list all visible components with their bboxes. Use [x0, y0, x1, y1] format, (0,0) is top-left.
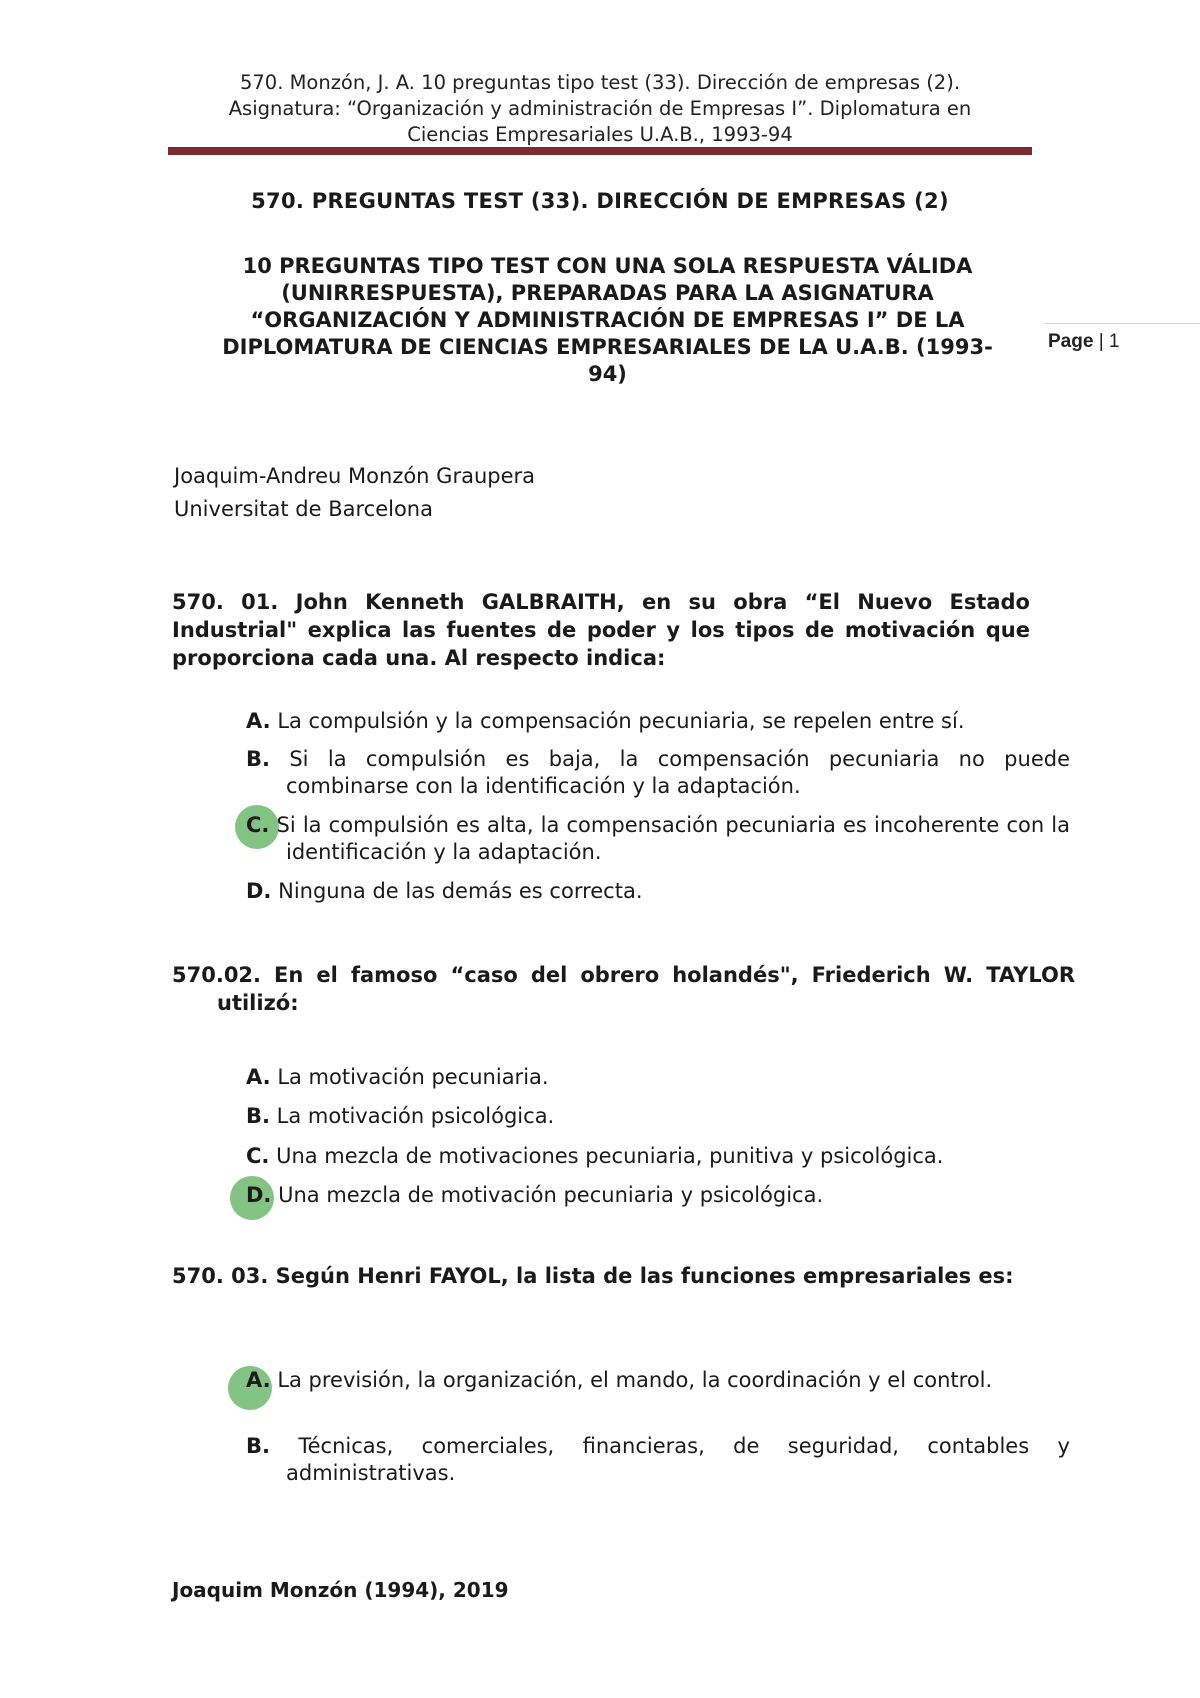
- author-affiliation: Universitat de Barcelona: [174, 497, 433, 521]
- header-line-1: 570. Monzón, J. A. 10 preguntas tipo test (33). Dirección de empresas (2).: [239, 71, 961, 94]
- document-subtitle: 10 PREGUNTAS TIPO TEST CON UNA SOLA RESPUESTA VÁLIDA (UNIRRESPUESTA), PREPARADAS PARA LA ASIGNATURA “ORGANIZACIÓN Y ADMINISTRACIÓN DE EMPRESAS I” DE LA DIPLOMATURA DE CIENCIAS EMPRESARIALES DE LA U.A.B. (1993-94): [222, 254, 993, 386]
- question-3: 570. 03. Según Henri FAYOL, la lista de las funciones empresariales es:: [172, 1264, 1014, 1288]
- option-text: La previsión, la organización, el mando, la coordinación y el control.: [277, 1368, 993, 1392]
- page-number-value: 1: [1108, 331, 1120, 352]
- option-q2-c: [246, 1143, 1070, 1170]
- header-rule: [168, 147, 1032, 155]
- option-letter: C.: [246, 813, 270, 837]
- author-name: Joaquim-Andreu Monzón Graupera: [174, 464, 536, 488]
- option-text: Una mezcla de motivaciones pecuniaria, punitiva y psicológica.: [276, 1144, 944, 1168]
- option-text: Una mezcla de motivación pecuniaria y psicológica.: [278, 1183, 824, 1207]
- option-q2-a: [246, 1064, 1070, 1091]
- option-letter: B.: [246, 1104, 270, 1128]
- option-letter: B.: [246, 1434, 270, 1458]
- header-line-2: Asignatura: “Organización y administración de Empresas I”. Diplomatura en: [228, 97, 972, 120]
- document-title: 570. PREGUNTAS TEST (33). DIRECCIÓN DE EMPRESAS (2): [251, 189, 949, 213]
- page-number: [1048, 331, 1120, 353]
- option-q1-d: [246, 878, 1070, 905]
- page-word: Page: [1048, 331, 1094, 352]
- page-footer: Joaquim Monzón (1994), 2019: [172, 1578, 509, 1602]
- option-q1-b: [246, 746, 1070, 800]
- header-line-3: Ciencias Empresariales U.A.B., 1993-94: [407, 123, 793, 146]
- author-block: [174, 460, 535, 526]
- option-text: La motivación pecuniaria.: [277, 1065, 549, 1089]
- running-header: [168, 70, 1032, 148]
- option-letter: A.: [246, 1368, 271, 1392]
- option-letter: A.: [246, 1065, 271, 1089]
- option-letter: D.: [246, 879, 272, 903]
- option-text: Ninguna de las demás es correcta.: [278, 879, 643, 903]
- option-text: La motivación psicológica.: [276, 1104, 555, 1128]
- option-q2-b: [246, 1103, 1070, 1130]
- page-separator: |: [1098, 331, 1104, 352]
- page-number-rule: [1044, 323, 1200, 324]
- question-2: 570.02. En el famoso “caso del obrero holandés", Friederich W. TAYLOR utilizó:: [172, 963, 1075, 1015]
- option-text: Técnicas, comerciales, financieras, de seguridad, contables y administrativas.: [286, 1434, 1070, 1485]
- option-q2-d: [246, 1182, 1070, 1209]
- option-text: Si la compulsión es alta, la compensación pecuniaria es incoherente con la identificación y la adaptación.: [276, 813, 1070, 864]
- option-q1-a: [246, 708, 1070, 735]
- option-letter: B.: [246, 747, 270, 771]
- option-q1-c: [246, 812, 1070, 866]
- option-q3-b: [246, 1433, 1070, 1487]
- option-text: La compulsión y la compensación pecuniaria, se repelen entre sí.: [277, 709, 965, 733]
- option-letter: C.: [246, 1144, 270, 1168]
- option-letter: D.: [246, 1183, 272, 1207]
- option-letter: A.: [246, 709, 271, 733]
- option-text: Si la compulsión es baja, la compensación pecuniaria no puede combinarse con la identificación y la adaptación.: [286, 747, 1070, 798]
- question-1: 570. 01. John Kenneth GALBRAITH, en su obra “El Nuevo Estado Industrial" explica las fuentes de poder y los tipos de motivación que proporciona cada una. Al respecto indica:: [172, 590, 1030, 670]
- option-q3-a: [246, 1367, 1070, 1394]
